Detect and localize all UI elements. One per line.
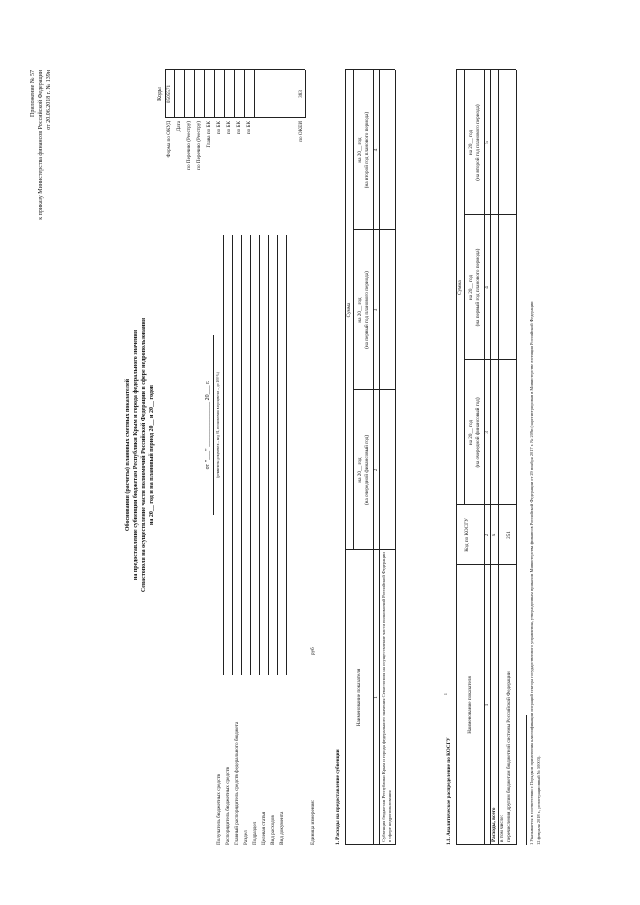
codes-okei-value: 383 (298, 90, 304, 98)
s11-year1-line2: (на очередной финансовый год) (475, 397, 481, 468)
requisite-line (250, 235, 251, 675)
s11-num-1: 1 (484, 703, 490, 707)
codes-okei-label: по ОКЕИ (298, 121, 304, 142)
section11-footnote-mark: 1 (444, 693, 448, 695)
doc-title-3: Севастополя на осуществление части полномочий Российской Федерации в сфере недропользования (141, 317, 147, 593)
s11-col-code: Код по КОСГУ (464, 518, 470, 552)
s11-row-total-label: Расходы, всего (491, 807, 497, 842)
requisite-subsection: Подраздел (252, 821, 258, 845)
s11-num-4: 4 (484, 286, 490, 289)
codes-row-line (204, 70, 205, 118)
codes-bk-label-1: по БК (216, 121, 222, 135)
requisite-line (223, 235, 224, 675)
unit-label: Единица измерения: (310, 799, 316, 845)
codes-border-right (165, 69, 305, 70)
s1-row-label: Субвенция бюджетам Республики Крым и города федерального значения Севастополя на осуществление части полномочий Российской Федерации в сфере недропользования (381, 552, 392, 842)
s1-line-sum (353, 70, 354, 550)
requisite-line (259, 235, 260, 675)
requisite-line (241, 235, 242, 675)
s1-year1-line2: (на очередной финансовый год) (364, 434, 370, 506)
appendix-line3: от 20.06.2018 г. № 139н (46, 70, 52, 130)
s1-num-2: 2 (373, 468, 379, 472)
codes-bk-label-3: по БК (236, 121, 242, 135)
doc-title-1: Обоснования (расчеты) плановых сметных показателей (125, 378, 131, 532)
s1-vline (345, 69, 395, 70)
footnote-line1: 1 Указывается в соответствии с Порядком применения классификации операций сектора государственного управления, утвержденным приказом Министерства финансов Российской Федерации от 29 ноября 2017 г. № 209н (зарегистрирован в Министерстве юстиции Российской Федерации (529, 301, 534, 845)
doc-title-4: на 20__ год и на плановый период 20__ и 20__ годов (149, 384, 155, 526)
s11-sum-header: Сумма (457, 280, 463, 295)
requisite-line (277, 235, 278, 675)
codes-row-line (224, 70, 225, 118)
codes-header: Коды (157, 87, 163, 101)
s11-row-transfers-label: перечисления другим бюджетам бюджетной системы Российской Федерации (506, 671, 512, 842)
codes-chapter-label: Глава по БК (206, 121, 212, 148)
s1-col-name: Наименование показателя (356, 668, 362, 727)
codes-registry-label-2: по Перечню (Реестру) (196, 121, 202, 170)
section1-title: 1. Расходы на предоставление субвенции (335, 749, 341, 845)
s11-row-transfers-code: 251 (506, 531, 512, 539)
requisite-expense-type: Вид расходов (270, 815, 276, 845)
s1-num-4: 4 (373, 148, 379, 152)
unit-value: руб (310, 647, 316, 655)
requisite-recipient: Получатель бюджетных средств (216, 774, 222, 845)
appendix-line1: Приложение № 57 (30, 70, 36, 117)
s11-year1-line1: на 20__ год (468, 419, 474, 446)
date-underline (213, 335, 214, 515)
appendix-line2: к приказу Министерства финансов Российской Федерации (38, 70, 44, 220)
codes-row-line (234, 70, 235, 118)
s1-year3-line2: (на второй год планового периода) (364, 111, 370, 189)
s1-year2-line1: на 20__ год (357, 297, 363, 323)
codes-form-label: Форма по ОКУД (166, 121, 172, 158)
requisite-chief: Главный распорядитель средств федерального бюджета (234, 721, 240, 845)
s11-num-3: 3 (484, 431, 490, 434)
s1-year1-line1: на 20__ год (357, 457, 363, 483)
date-line: от "___" _______________ 20___ г. (205, 380, 211, 470)
s1-sum-header: Сумма (346, 302, 352, 318)
footnote-line2: 12 февраля 2018 г., регистрационный № 50003). (536, 755, 541, 845)
codes-bk-label-4: по БК (246, 121, 252, 135)
requisite-line (232, 235, 233, 675)
requisite-target: Целевая статья (261, 811, 267, 845)
s1-vline (345, 844, 395, 845)
codes-row-line (194, 70, 195, 118)
s11-line-bottom (516, 70, 517, 845)
requisite-doc-type: Вид документа (279, 811, 285, 845)
section11-title: 1.1. Аналитическое распределение по КОСГУ (446, 737, 452, 845)
s11-num-5: 5 (484, 141, 490, 144)
codes-border-bottom (305, 70, 306, 118)
s1-vline (345, 549, 395, 550)
s11-col-name: Наименование показателя (467, 676, 473, 734)
codes-bk-label-2: по БК (226, 121, 232, 135)
codes-row-line (254, 70, 255, 118)
s1-line-nums (379, 70, 380, 845)
date-caption: (реквизиты документа – код 01, полномочия в процентах – до 100 %) (216, 372, 220, 478)
s11-num-2: 2 (484, 533, 490, 537)
s11-year2-line2: (на первый год планового периода) (475, 248, 481, 327)
s11-row-total-code: x (491, 533, 497, 537)
requisite-distributor: Распорядитель бюджетных средств (225, 767, 231, 845)
requisite-line (268, 235, 269, 675)
s1-year2-line2: (на первый год планового периода) (364, 271, 370, 349)
codes-row-line (184, 70, 185, 118)
s1-year3-line1: на 20__ год (357, 137, 363, 163)
footnote-separator (526, 715, 527, 845)
requisite-section: Раздел (243, 830, 249, 845)
s11-year2-line1: на 20__ год (468, 274, 474, 301)
codes-registry-label-1: по Перечню (Реестру) (186, 121, 192, 170)
s1-num-1: 1 (373, 696, 379, 699)
s1-num-3: 3 (373, 308, 379, 312)
doc-title-2: на предоставление субвенции бюджетам Республики Крым и города федерального значения (133, 329, 139, 581)
codes-border-left (165, 117, 305, 118)
codes-date-label: Дата (176, 121, 182, 132)
codes-form-value: 0505571 (166, 84, 172, 104)
s11-line-nums (490, 70, 491, 845)
s1-line-bottom (395, 70, 396, 845)
s11-line-sum (464, 70, 465, 505)
codes-row-line (244, 70, 245, 118)
s11-year3-line2: (на второй год планового периода) (475, 104, 481, 181)
codes-row-line (174, 70, 175, 118)
s11-line-row1 (498, 70, 499, 845)
s11-row-including-label: в том числе: (499, 814, 505, 842)
codes-row-line (214, 70, 215, 118)
s11-year3-line1: на 20__ год (468, 129, 474, 156)
requisite-line (286, 235, 287, 675)
